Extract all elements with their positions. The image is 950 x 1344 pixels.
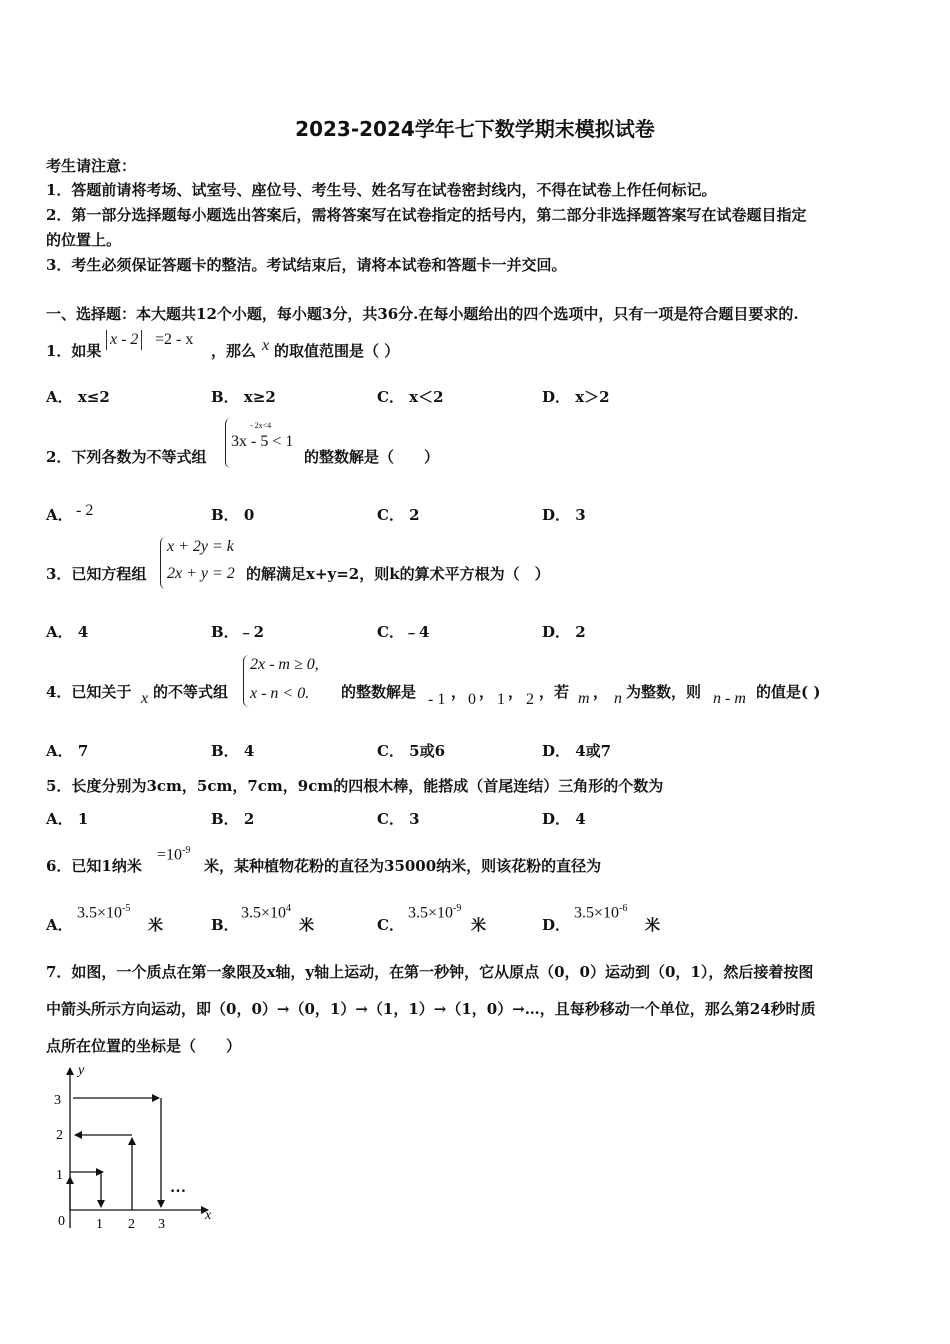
q3-option-a: A． 4: [46, 623, 89, 641]
q4-var-x: x: [141, 690, 149, 707]
q5-option-a: A． 1: [46, 810, 89, 828]
q6-equation: $=10^{-9}$: [157, 845, 191, 864]
q6-option-d-letter: D．: [542, 916, 571, 934]
question-5-text: 5．长度分别为3cm，5cm，7cm，9cm的四根木棒，能搭成（首尾连结）三角形的个数为: [46, 777, 664, 795]
q6-option-c-letter: C．: [377, 916, 404, 934]
q4-comma: ，: [451, 683, 467, 701]
q3-option-d: D． 2: [542, 623, 586, 641]
q5-option-b: B． 2: [211, 810, 255, 828]
q6-option-b-unit: 米: [299, 916, 315, 934]
q6-option-a-unit: 米: [148, 916, 164, 934]
q4-sol: 1: [497, 691, 505, 708]
q4-sol: - 1: [428, 691, 446, 708]
q4-option-a: A． 7: [46, 742, 89, 760]
x-tick-label: 3: [158, 1217, 165, 1232]
q4-sol: 2: [526, 691, 534, 708]
q6-option-b-letter: B．: [211, 916, 239, 934]
q4-option-c: C． 5或6: [377, 742, 446, 760]
q1-option-b: B． x≥2: [211, 388, 276, 406]
x-tick-label: 1: [96, 1217, 103, 1232]
q6-suffix: 米，某种植物花粉的直径为35000纳米，则该花粉的直径为: [204, 857, 602, 875]
q1-abs-expr: x - 2: [106, 330, 142, 350]
q1-option-d: D． x＞2: [542, 388, 610, 406]
question-1-prefix: 1．如果: [46, 342, 102, 360]
q1-suffix: 的取值范围是（ ）: [274, 342, 400, 360]
q1-mid: ，那么: [211, 342, 257, 360]
q4-suffix: 的值是( ): [756, 683, 821, 701]
notice-item: 2．第一部分选择题每小题选出答案后，需将答案写在试卷指定的括号内，第二部分非选择题答案写在试卷题目指定: [46, 206, 807, 224]
notice-item: 3．考生必须保证答题卡的整洁。考试结束后，请将本试卷和答题卡一并交回。: [46, 256, 567, 274]
question-2-prefix: 2．下列各数为不等式组: [46, 448, 207, 466]
q6-option-b-value: $3.5\times 10^4$: [241, 903, 292, 922]
q6-option-a-value: $3.5\times 10^{-5}$: [77, 903, 131, 922]
q4-mid3: ，若: [539, 683, 570, 701]
q2-option-d: D． 3: [542, 506, 586, 524]
q2-option-a: A．: [46, 506, 73, 524]
q2-option-b: B． 0: [211, 506, 255, 524]
q4-var-m: m: [578, 690, 590, 707]
page-title: 2023-2024学年七下数学期末模拟试卷: [295, 117, 655, 141]
q4-mid4: 为整数，则: [626, 683, 702, 701]
question-7-line: 中箭头所示方向运动，即（0，0）→（0，1）→（1，1）→（1，0）→…，且每秒移动一个单位，那么第24秒时质: [46, 1000, 816, 1018]
q1-var: x: [262, 337, 270, 354]
q5-option-d: D． 4: [542, 810, 586, 828]
q3-line2: 2x + y = 2: [167, 565, 235, 582]
q4-line1: 2x - m ≥ 0,: [250, 656, 319, 673]
q6-option-c-value: $3.5\times 10^{-9}$: [408, 903, 462, 922]
y-tick-label: 2: [56, 1128, 63, 1143]
q5-option-c: C． 3: [377, 810, 420, 828]
q4-var-n: n: [614, 690, 622, 707]
q6-option-d-unit: 米: [645, 916, 661, 934]
q3-option-b: B．﹣2: [211, 623, 265, 641]
notice-heading: 考生请注意：: [46, 157, 137, 175]
y-axis-label: y: [78, 1063, 85, 1078]
q4-sol: 0: [468, 691, 476, 708]
q4-mid2: 的整数解是: [341, 683, 417, 701]
q4-comma: ，: [593, 683, 609, 701]
question-6-prefix: 6．已知1纳米: [46, 857, 142, 875]
q4-comma: ，: [508, 683, 524, 701]
question-4-prefix: 4．已知关于: [46, 683, 132, 701]
q4-line2: x - n < 0.: [250, 685, 310, 702]
q7-figure: [40, 1058, 230, 1238]
q3-line1: x + 2y = k: [167, 538, 234, 555]
q4-mid1: 的不等式组: [153, 683, 229, 701]
y-tick-label: 3: [54, 1093, 61, 1108]
notice-item: 的位置上。: [46, 231, 122, 249]
q6-option-d-value: $3.5\times 10^{-6}$: [574, 903, 628, 922]
question-7-line: 7．如图，一个质点在第一象限及x轴，y轴上运动，在第一秒钟，它从原点（0，0）运动到（0，1），然后接着按图: [46, 963, 814, 981]
q1-option-c: C． x＜2: [377, 388, 444, 406]
q4-expr: n - m: [713, 690, 746, 707]
origin-label: 0: [58, 1214, 65, 1229]
q2-option-a-value: - 2: [76, 502, 94, 519]
question-7-line: 点所在位置的坐标是（ ）: [46, 1037, 242, 1055]
x-axis-label: x: [205, 1208, 212, 1223]
x-tick-label: 2: [128, 1217, 135, 1232]
y-tick-label: 1: [56, 1168, 63, 1183]
q2-line-small: - 2x<4: [250, 421, 272, 430]
q4-option-d: D． 4或7: [542, 742, 612, 760]
q2-option-c: C． 2: [377, 506, 420, 524]
q2-line1: 3x - 5 < 1: [231, 433, 294, 450]
q1-option-a: A． x≤2: [46, 388, 110, 406]
q4-option-b: B． 4: [211, 742, 255, 760]
q6-option-c-unit: 米: [471, 916, 487, 934]
q3-option-c: C．﹣4: [377, 623, 430, 641]
q4-comma: ，: [479, 683, 495, 701]
ellipsis-label: …: [170, 1179, 186, 1196]
q2-suffix: 的整数解是（ ）: [304, 448, 440, 466]
q6-option-a-letter: A．: [46, 916, 73, 934]
notice-item: 1．答题前请将考场、试室号、座位号、考生号、姓名写在试卷密封线内，不得在试卷上作任何标记。: [46, 181, 717, 199]
q3-suffix: 的解满足x+y=2，则k的算术平方根为（ ）: [246, 565, 550, 583]
section-heading: 一、选择题：本大题共12个小题，每小题3分，共36分.在每小题给出的四个选项中，只有一项是符合题目要求的.: [46, 305, 799, 323]
q1-rhs: =2 - x: [155, 331, 194, 348]
question-3-prefix: 3．已知方程组: [46, 565, 147, 583]
